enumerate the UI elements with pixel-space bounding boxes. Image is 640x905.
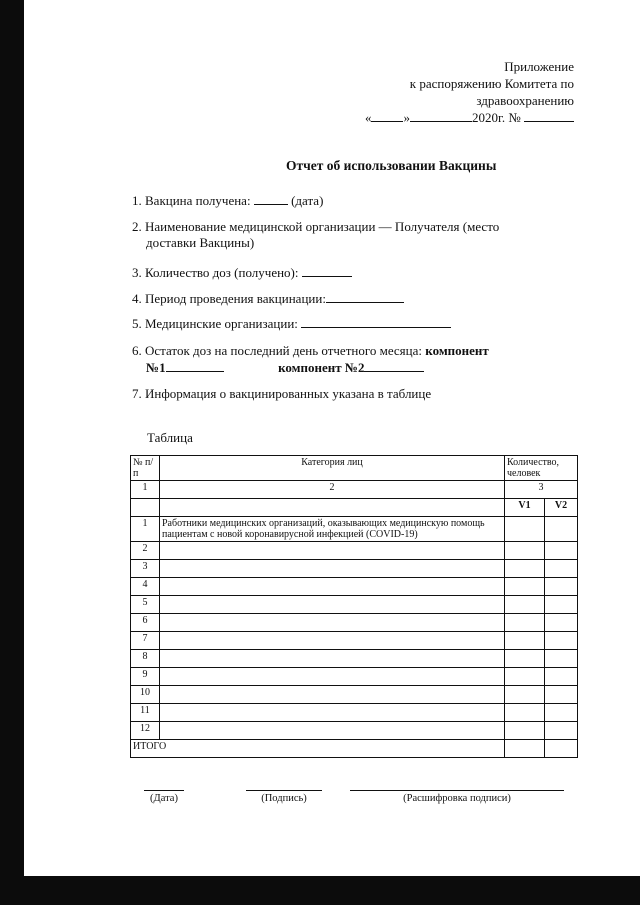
table-row xyxy=(131,650,578,668)
row-number: 7 xyxy=(131,632,160,650)
item-3-blank xyxy=(302,264,352,277)
table-row xyxy=(131,722,578,740)
table-row xyxy=(131,596,578,614)
col-index-1: 1 xyxy=(131,481,160,499)
document-title: Отчет об использовании Вакцины xyxy=(286,158,497,173)
row-number: 8 xyxy=(131,650,160,668)
row-category[interactable] xyxy=(160,686,505,704)
item-6-blank-2 xyxy=(364,359,424,372)
row-number: 11 xyxy=(131,704,160,722)
row-category[interactable] xyxy=(160,722,505,740)
header-v1: V1 xyxy=(505,499,545,517)
row-number: 3 xyxy=(131,560,160,578)
table-row xyxy=(131,614,578,632)
table-header-row xyxy=(131,456,578,481)
scan-left-border xyxy=(0,0,24,905)
date-year: 2020г. № xyxy=(471,110,521,125)
row-number: 5 xyxy=(131,596,160,614)
table-row xyxy=(131,632,578,650)
row-category[interactable] xyxy=(160,560,505,578)
row-v2-cell[interactable] xyxy=(545,668,578,686)
item-1-tail: (дата) xyxy=(291,193,324,208)
item-2-line-2: доставки Вакцины) xyxy=(146,235,255,250)
number-blank xyxy=(524,109,574,122)
row-v1-cell[interactable] xyxy=(505,668,545,686)
row-v2-cell[interactable] xyxy=(545,517,578,542)
item-7: 7. Информация о вакцинированных указана в таблице xyxy=(132,386,432,401)
header-number: № п/п xyxy=(131,456,160,481)
item-4-text: 4. Период проведения вакцинации: xyxy=(132,291,326,306)
table-row xyxy=(131,560,578,578)
row-category[interactable] xyxy=(160,596,505,614)
header-category: Категория лиц xyxy=(160,456,505,481)
row-v2-cell[interactable] xyxy=(545,542,578,560)
total-v1-cell[interactable] xyxy=(505,740,545,758)
item-1-text: 1. Вакцина получена: xyxy=(132,193,251,208)
row-v2-cell[interactable] xyxy=(545,560,578,578)
row-number: 1 xyxy=(131,517,160,542)
day-blank xyxy=(371,109,403,122)
table-row xyxy=(131,686,578,704)
annex-line-2: к распоряжению Комитета по xyxy=(409,76,574,91)
col-index-3: 3 xyxy=(505,481,578,499)
row-category[interactable] xyxy=(160,650,505,668)
row-v1-cell[interactable] xyxy=(505,650,545,668)
row-v2-cell[interactable] xyxy=(545,596,578,614)
item-5-text: 5. Медицинские организации: xyxy=(132,316,298,331)
annex-line-1: Приложение xyxy=(504,59,574,74)
signature-sign: (Подпись) xyxy=(246,790,322,804)
col-index-2: 2 xyxy=(160,481,505,499)
table-subheader-row xyxy=(131,499,578,517)
item-1 xyxy=(132,192,323,209)
row-category[interactable] xyxy=(160,668,505,686)
row-category[interactable] xyxy=(160,614,505,632)
table-row xyxy=(131,668,578,686)
row-v2-cell[interactable] xyxy=(545,704,578,722)
row-v1-cell[interactable] xyxy=(505,704,545,722)
row-category: Работники медицинских организаций, оказывающих медицинскую помощь пациентам с новой коронавирусной инфекцией (COVID-19) xyxy=(160,517,505,542)
row-v1-cell[interactable] xyxy=(505,614,545,632)
table-caption: Таблица xyxy=(147,430,193,445)
row-number: 9 xyxy=(131,668,160,686)
item-6-component-1: №1 xyxy=(146,360,166,375)
item-4-blank xyxy=(326,290,404,303)
row-v1-cell[interactable] xyxy=(505,578,545,596)
table-row xyxy=(131,704,578,722)
item-3 xyxy=(132,264,352,281)
annex-header xyxy=(365,58,574,126)
document-page xyxy=(24,0,640,876)
item-6-component-2: компонент №2 xyxy=(278,360,365,375)
signature-decode: (Расшифровка подписи) xyxy=(350,790,564,804)
item-5-blank xyxy=(301,315,451,328)
row-v1-cell[interactable] xyxy=(505,596,545,614)
row-number: 2 xyxy=(131,542,160,560)
row-v1-cell[interactable] xyxy=(505,686,545,704)
row-v1-cell[interactable] xyxy=(505,722,545,740)
table-numbering-row xyxy=(131,481,578,499)
row-v2-cell[interactable] xyxy=(545,578,578,596)
row-category[interactable] xyxy=(160,704,505,722)
row-category[interactable] xyxy=(160,542,505,560)
item-2 xyxy=(132,219,499,251)
row-v1-cell[interactable] xyxy=(505,560,545,578)
annex-date-line xyxy=(365,109,574,126)
month-blank xyxy=(410,109,472,122)
table-row xyxy=(131,542,578,560)
item-6-blank-1 xyxy=(166,359,224,372)
row-v2-cell[interactable] xyxy=(545,632,578,650)
row-number: 4 xyxy=(131,578,160,596)
header-quantity: Количество, человек xyxy=(505,456,578,481)
item-5 xyxy=(132,315,451,332)
row-number: 12 xyxy=(131,722,160,740)
row-category[interactable] xyxy=(160,578,505,596)
annex-line-3: здравоохранению xyxy=(476,93,574,108)
row-number: 10 xyxy=(131,686,160,704)
row-v2-cell[interactable] xyxy=(545,686,578,704)
row-v1-cell[interactable] xyxy=(505,632,545,650)
row-v2-cell[interactable] xyxy=(545,614,578,632)
signature-date: (Дата) xyxy=(144,790,184,804)
scan-bottom-border xyxy=(24,876,640,905)
table-row xyxy=(131,578,578,596)
item-4 xyxy=(132,290,404,307)
item-2-line-1: 2. Наименование медицинской организации — Получателя (место xyxy=(132,219,500,234)
total-v2-cell[interactable] xyxy=(545,740,578,758)
row-v2-cell[interactable] xyxy=(545,722,578,740)
row-v2-cell[interactable] xyxy=(545,650,578,668)
item-6-component-word: компонент xyxy=(425,343,489,358)
item-1-blank xyxy=(254,192,288,205)
table-row xyxy=(131,517,578,542)
item-6 xyxy=(132,343,489,376)
header-v2: V2 xyxy=(545,499,578,517)
row-v1-cell[interactable] xyxy=(505,542,545,560)
row-number: 6 xyxy=(131,614,160,632)
table-total-row xyxy=(131,740,578,758)
date-open-quote: « xyxy=(364,110,372,125)
item-6-line-1: 6. Остаток доз на последний день отчетного месяца: xyxy=(132,343,422,358)
row-category[interactable] xyxy=(160,632,505,650)
item-3-text: 3. Количество доз (получено): xyxy=(132,265,299,280)
row-v1-cell[interactable] xyxy=(505,517,545,542)
vaccination-table xyxy=(130,455,578,758)
total-label: ИТОГО xyxy=(131,740,505,758)
date-close-quote: » xyxy=(403,110,410,125)
